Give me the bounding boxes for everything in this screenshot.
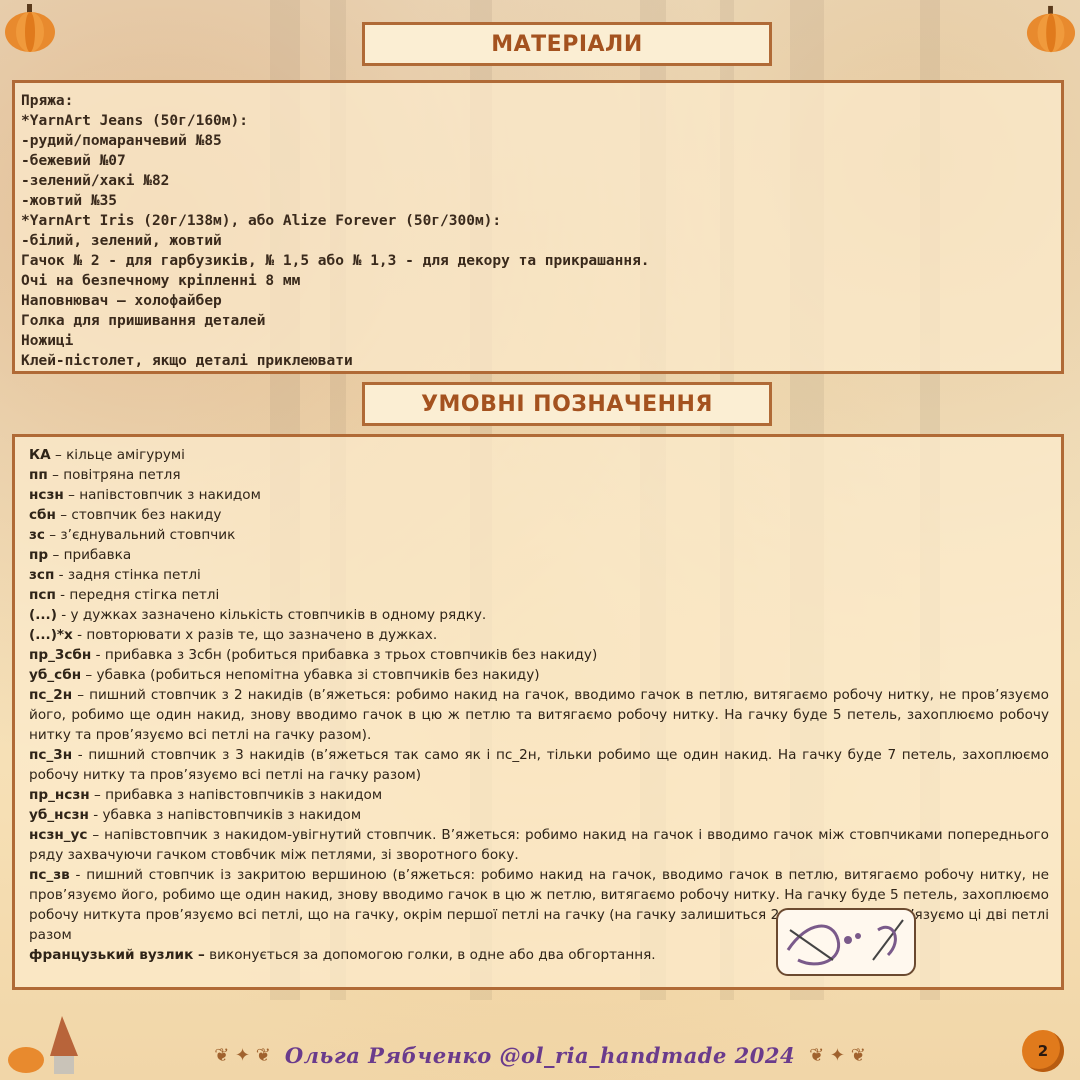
legend-description: - пишний стовпчик із закритою вершиною (в’яжеться: робимо накид на гачок, вводимо гачок в петлю, витягаємо робочу нитку, не пров’язуємо його, робимо ще один накид, знову вводимо гачок в цю ж петлю, витягаємо робочу нитку. На гачку буде 5 петель, захоплюємо робочу ниткута пров’язуємо всі петлі, що на гачку, окрім першої петлі на гачку (на гачку залишиться 2 петлі), і вже пров’язуємо ці дві петлі разом <box>29 867 1049 943</box>
legend-item <box>29 565 1049 585</box>
legend-abbr: зс <box>29 527 45 543</box>
legend-abbr: (...) <box>29 607 57 623</box>
legend-item <box>29 825 1049 865</box>
legend-abbr: сбн <box>29 507 56 523</box>
materials-line: -білий, зелений, жовтий <box>21 233 222 249</box>
legend-item <box>29 465 1049 485</box>
pumpkin-icon-top-right <box>1024 4 1078 54</box>
french-knot-illustration <box>776 908 916 976</box>
legend-description: – пишний стовпчик з 2 накидів (в’яжеться: робимо накид на гачок, вводимо гачок в петлю, витягаємо робочу нитку, не пров’язуємо його, робимо ще один накид, знову вводимо гачок в цю ж петлю та витягаємо робочу нитку. На гачку буде 5 петель, захоплюємо робочу нитку та пров’язуємо всі петлі на гачку разом). <box>29 687 1049 743</box>
legend-abbr: пр <box>29 547 49 563</box>
flourish-right-icon: ❦ ✦ ❦ <box>809 1044 866 1066</box>
legend-abbr: пс_зв <box>29 867 70 883</box>
legend-description: - передня стігка петлі <box>55 587 220 603</box>
legend-item <box>29 625 1049 645</box>
legend-abbr: (...)*х <box>29 627 73 643</box>
materials-heading <box>362 22 772 66</box>
legend-abbr: пр_нсзн <box>29 787 90 803</box>
materials-line: *YarnArt Jeans (50г/160м): <box>21 113 248 129</box>
legend-item <box>29 505 1049 525</box>
legend-item <box>29 685 1049 745</box>
legend-item <box>29 785 1049 805</box>
legend-abbr: уб_сбн <box>29 667 82 683</box>
materials-panel <box>12 80 1064 374</box>
legend-abbr: пс_2н <box>29 687 73 703</box>
materials-line: -зелений/хакі №82 <box>21 173 170 189</box>
legend-description: – напівстовпчик з накидом <box>63 487 261 503</box>
legend-abbr: зсп <box>29 567 55 583</box>
legend-item <box>29 805 1049 825</box>
legend-item <box>29 745 1049 785</box>
materials-title: МАТЕРІАЛИ <box>491 31 643 57</box>
materials-line: Наповнювач – холофайбер <box>21 293 222 309</box>
materials-line: Гачок № 2 - для гарбузиків, № 1,5 або № 1,3 - для декору та прикрашання. <box>21 253 650 269</box>
legend-abbr: пр_3сбн <box>29 647 92 663</box>
legend-item <box>29 485 1049 505</box>
legend-description: – прибавка <box>48 547 132 563</box>
materials-line: -рудий/помаранчевий №85 <box>21 133 222 149</box>
legend-item <box>29 645 1049 665</box>
legend-item <box>29 665 1049 685</box>
materials-line: *YarnArt Iris (20г/138м), або Alize Forever (50г/300м): <box>21 213 502 229</box>
legend-item <box>29 605 1049 625</box>
legend-title: УМОВНІ ПОЗНАЧЕННЯ <box>421 391 713 417</box>
legend-abbr: нсзн_ус <box>29 827 88 843</box>
legend-description: - задня стінка петлі <box>54 567 201 583</box>
legend-abbr: нсзн <box>29 487 64 503</box>
author-signature: Ольга Рябченко @ol_ria_handmade 2024 <box>284 1042 796 1068</box>
page-number-badge <box>1022 1030 1064 1072</box>
legend-abbr: уб_нсзн <box>29 807 89 823</box>
legend-item <box>29 445 1049 465</box>
legend-abbr: французький вузлик – <box>29 947 205 963</box>
legend-description: - пишний стовпчик з 3 накидів (в’яжеться так само як і пс_2н, тільки робимо ще один накид. На гачку буде 7 петель, захоплюємо робочу нитку та пров’язуємо всі петлі на гачку разом) <box>29 747 1049 783</box>
materials-line: -жовтий №35 <box>21 193 118 209</box>
materials-line: Очі на безпечному кріпленні 8 мм <box>21 273 301 289</box>
materials-line: Голка для пришивання деталей <box>21 313 266 329</box>
legend-description: - убавка з напівстовпчиків з накидом <box>88 807 362 823</box>
gnome-pumpkin-icon <box>4 1010 88 1076</box>
legend-description: - у дужках зазначено кількість стовпчиків в одному рядку. <box>56 607 487 623</box>
legend-description: – повітряна петля <box>47 467 181 483</box>
legend-description: - повторювати х разів те, що зазначено в дужках. <box>72 627 438 643</box>
legend-description: – убавка (робиться непомітна убавка зі стовпчиків без накиду) <box>81 667 540 683</box>
legend-abbr: пп <box>29 467 48 483</box>
pumpkin-icon-top-left <box>2 2 58 54</box>
materials-line: Пряжа: <box>21 93 74 109</box>
legend-item <box>29 545 1049 565</box>
legend-description: – напівстовпчик з накидом-увігнутий стовпчик. В’яжеться: робимо накид на гачок і вводимо гачок між стовпчиками попереднього ряду захвачуючи гачком стовбчик між петлями, зі зворотного боку. <box>29 827 1049 863</box>
materials-line: Клей-пістолет, якщо деталі приклеювати <box>21 353 353 369</box>
materials-line: Ножиці <box>21 333 74 349</box>
legend-abbr: псп <box>29 587 56 603</box>
legend-abbr: КА <box>29 447 51 463</box>
page-number: 2 <box>1037 1042 1049 1060</box>
legend-panel <box>12 434 1064 990</box>
legend-abbr: пс_3н <box>29 747 73 763</box>
legend-description: – стовпчик без накиду <box>55 507 222 523</box>
footer <box>0 1030 1080 1080</box>
flourish-left-icon: ❦ ✦ ❦ <box>214 1044 271 1066</box>
legend-description: виконується за допомогою голки, в одне або два обгортання. <box>204 947 656 963</box>
legend-item <box>29 585 1049 605</box>
legend-description: - прибавка з 3сбн (робиться прибавка з трьох стовпчиків без накиду) <box>91 647 598 663</box>
materials-line: -бежевий №07 <box>21 153 126 169</box>
legend-item <box>29 525 1049 545</box>
legend-description: – прибавка з напівстовпчиків з накидом <box>89 787 383 803</box>
legend-description: – з’єднувальний стовпчик <box>44 527 236 543</box>
legend-heading <box>362 382 772 426</box>
legend-description: – кільце амігурумі <box>50 447 185 463</box>
